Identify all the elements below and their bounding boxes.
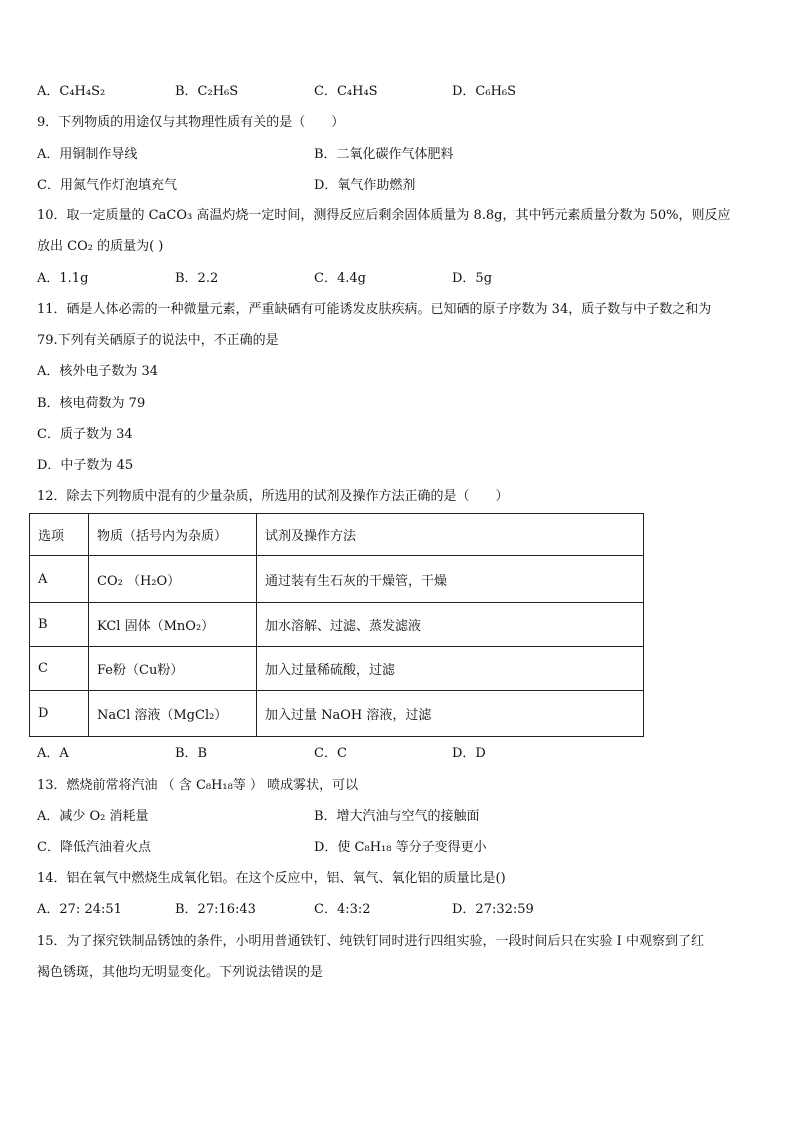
table-row [30, 647, 644, 691]
q13-option-d: D．使 C₈H₁₈ 等分子变得更小 [314, 840, 487, 855]
q10-option-b: B．2.2 [175, 271, 219, 286]
q10-option-d: D．5g [452, 271, 493, 286]
table-cell: 加水溶解、过滤、蒸发滤液 [257, 603, 644, 647]
q13-option-b: B．增大汽油与空气的接触面 [314, 809, 480, 824]
table-row [30, 691, 644, 737]
table-cell: B [30, 603, 89, 647]
q14-option-a: A．27: 24:51 [37, 902, 122, 917]
q12-stem: 12．除去下列物质中混有的少量杂质，所选用的试剂及操作方法正确的是（ ） [37, 489, 509, 504]
q14-option-b: B．27:16:43 [175, 902, 256, 917]
q15-stem-line2: 褐色锈斑，其他均无明显变化。下列说法错误的是 [37, 965, 324, 980]
q13-stem: 13．燃烧前常将汽油 （ 含 C₈H₁₈等 ） 喷成雾状，可以 [37, 778, 359, 793]
q9-option-d: D．氧气作助燃剂 [314, 178, 416, 193]
table-cell: D [30, 691, 89, 737]
q12-option-b: B．B [175, 746, 208, 761]
q11-option-b: B．核电荷数为 79 [37, 396, 146, 411]
table-header-row [30, 514, 644, 556]
q8-option-d: D．C₆H₆S [452, 84, 517, 99]
q11-option-d: D．中子数为 45 [37, 458, 134, 473]
q13-option-c: C．降低汽油着火点 [37, 840, 151, 855]
q9-option-c: C．用氮气作灯泡填充气 [37, 178, 177, 193]
q10-option-a: A．1.1g [37, 271, 89, 286]
table-cell: KCl 固体（MnO₂） [89, 603, 257, 647]
q8-option-c: C．C₄H₄S [314, 84, 378, 99]
table-cell: A [30, 556, 89, 603]
table-cell: NaCl 溶液（MgCl₂） [89, 691, 257, 737]
table-header-cell: 试剂及操作方法 [257, 514, 644, 556]
q14-option-c: C．4:3:2 [314, 902, 371, 917]
table-cell: 通过装有生石灰的干燥管，干燥 [257, 556, 644, 603]
q12-table [29, 513, 644, 737]
table-row [30, 556, 644, 603]
q8-option-a: A．C₄H₄S₂ [37, 84, 106, 99]
table-header-cell: 物质（括号内为杂质） [89, 514, 257, 556]
q14-stem: 14．铝在氧气中燃烧生成氧化铝。在这个反应中，铝、氧气、氧化铝的质量比是() [37, 871, 506, 886]
table-cell: 加入过量 NaOH 溶液，过滤 [257, 691, 644, 737]
q14-options [37, 901, 597, 919]
q10-stem-line2: 放出 CO₂ 的质量为( ) [37, 239, 164, 254]
q10-option-c: C．4.4g [314, 271, 366, 286]
q8-option-b: B．C₂H₆S [175, 84, 239, 99]
q11-option-a: A．核外电子数为 34 [37, 364, 159, 379]
q9-options-row1 [37, 146, 757, 164]
table-cell: Fe粉（Cu粉） [89, 647, 257, 691]
table-cell: 加入过量稀硫酸，过滤 [257, 647, 644, 691]
q9-options-row2 [37, 177, 757, 195]
q12-option-d: D．D [452, 746, 486, 761]
table-cell: C [30, 647, 89, 691]
q13-options-row2 [37, 839, 757, 857]
q12-options [37, 745, 597, 763]
table-header-cell: 选项 [30, 514, 89, 556]
q8-options [37, 83, 597, 101]
q15-stem-line1: 15．为了探究铁制品锈蚀的条件，小明用普通铁钉、纯铁钉同时进行四组实验，一段时间后只在实验 I 中观察到了红 [37, 934, 704, 949]
q12-option-a: A．A [37, 746, 69, 761]
q12-option-c: C．C [314, 746, 347, 761]
q11-stem-line2: 79.下列有关硒原子的说法中，不正确的是 [37, 333, 279, 348]
table-row [30, 603, 644, 647]
q13-option-a: A．减少 O₂ 消耗量 [37, 809, 149, 824]
q10-options [37, 270, 597, 288]
q14-option-d: D．27:32:59 [452, 902, 534, 917]
q10-stem-line1: 10．取一定质量的 CaCO₃ 高温灼烧一定时间，测得反应后剩余固体质量为 8.8g，其中钙元素质量分数为 50%，则反应 [37, 208, 731, 223]
q9-option-a: A．用铜制作导线 [37, 147, 138, 162]
table-cell: CO₂ （H₂O） [89, 556, 257, 603]
q11-option-c: C．质子数为 34 [37, 427, 133, 442]
q9-stem: 9．下列物质的用途仅与其物理性质有关的是（ ） [37, 115, 345, 130]
q11-stem-line1: 11．硒是人体必需的一种微量元素，严重缺硒有可能诱发皮肤疾病。已知硒的原子序数为 34，质子数与中子数之和为 [37, 302, 712, 317]
q9-option-b: B．二氧化碳作气体肥料 [314, 147, 454, 162]
q13-options-row1 [37, 808, 757, 826]
